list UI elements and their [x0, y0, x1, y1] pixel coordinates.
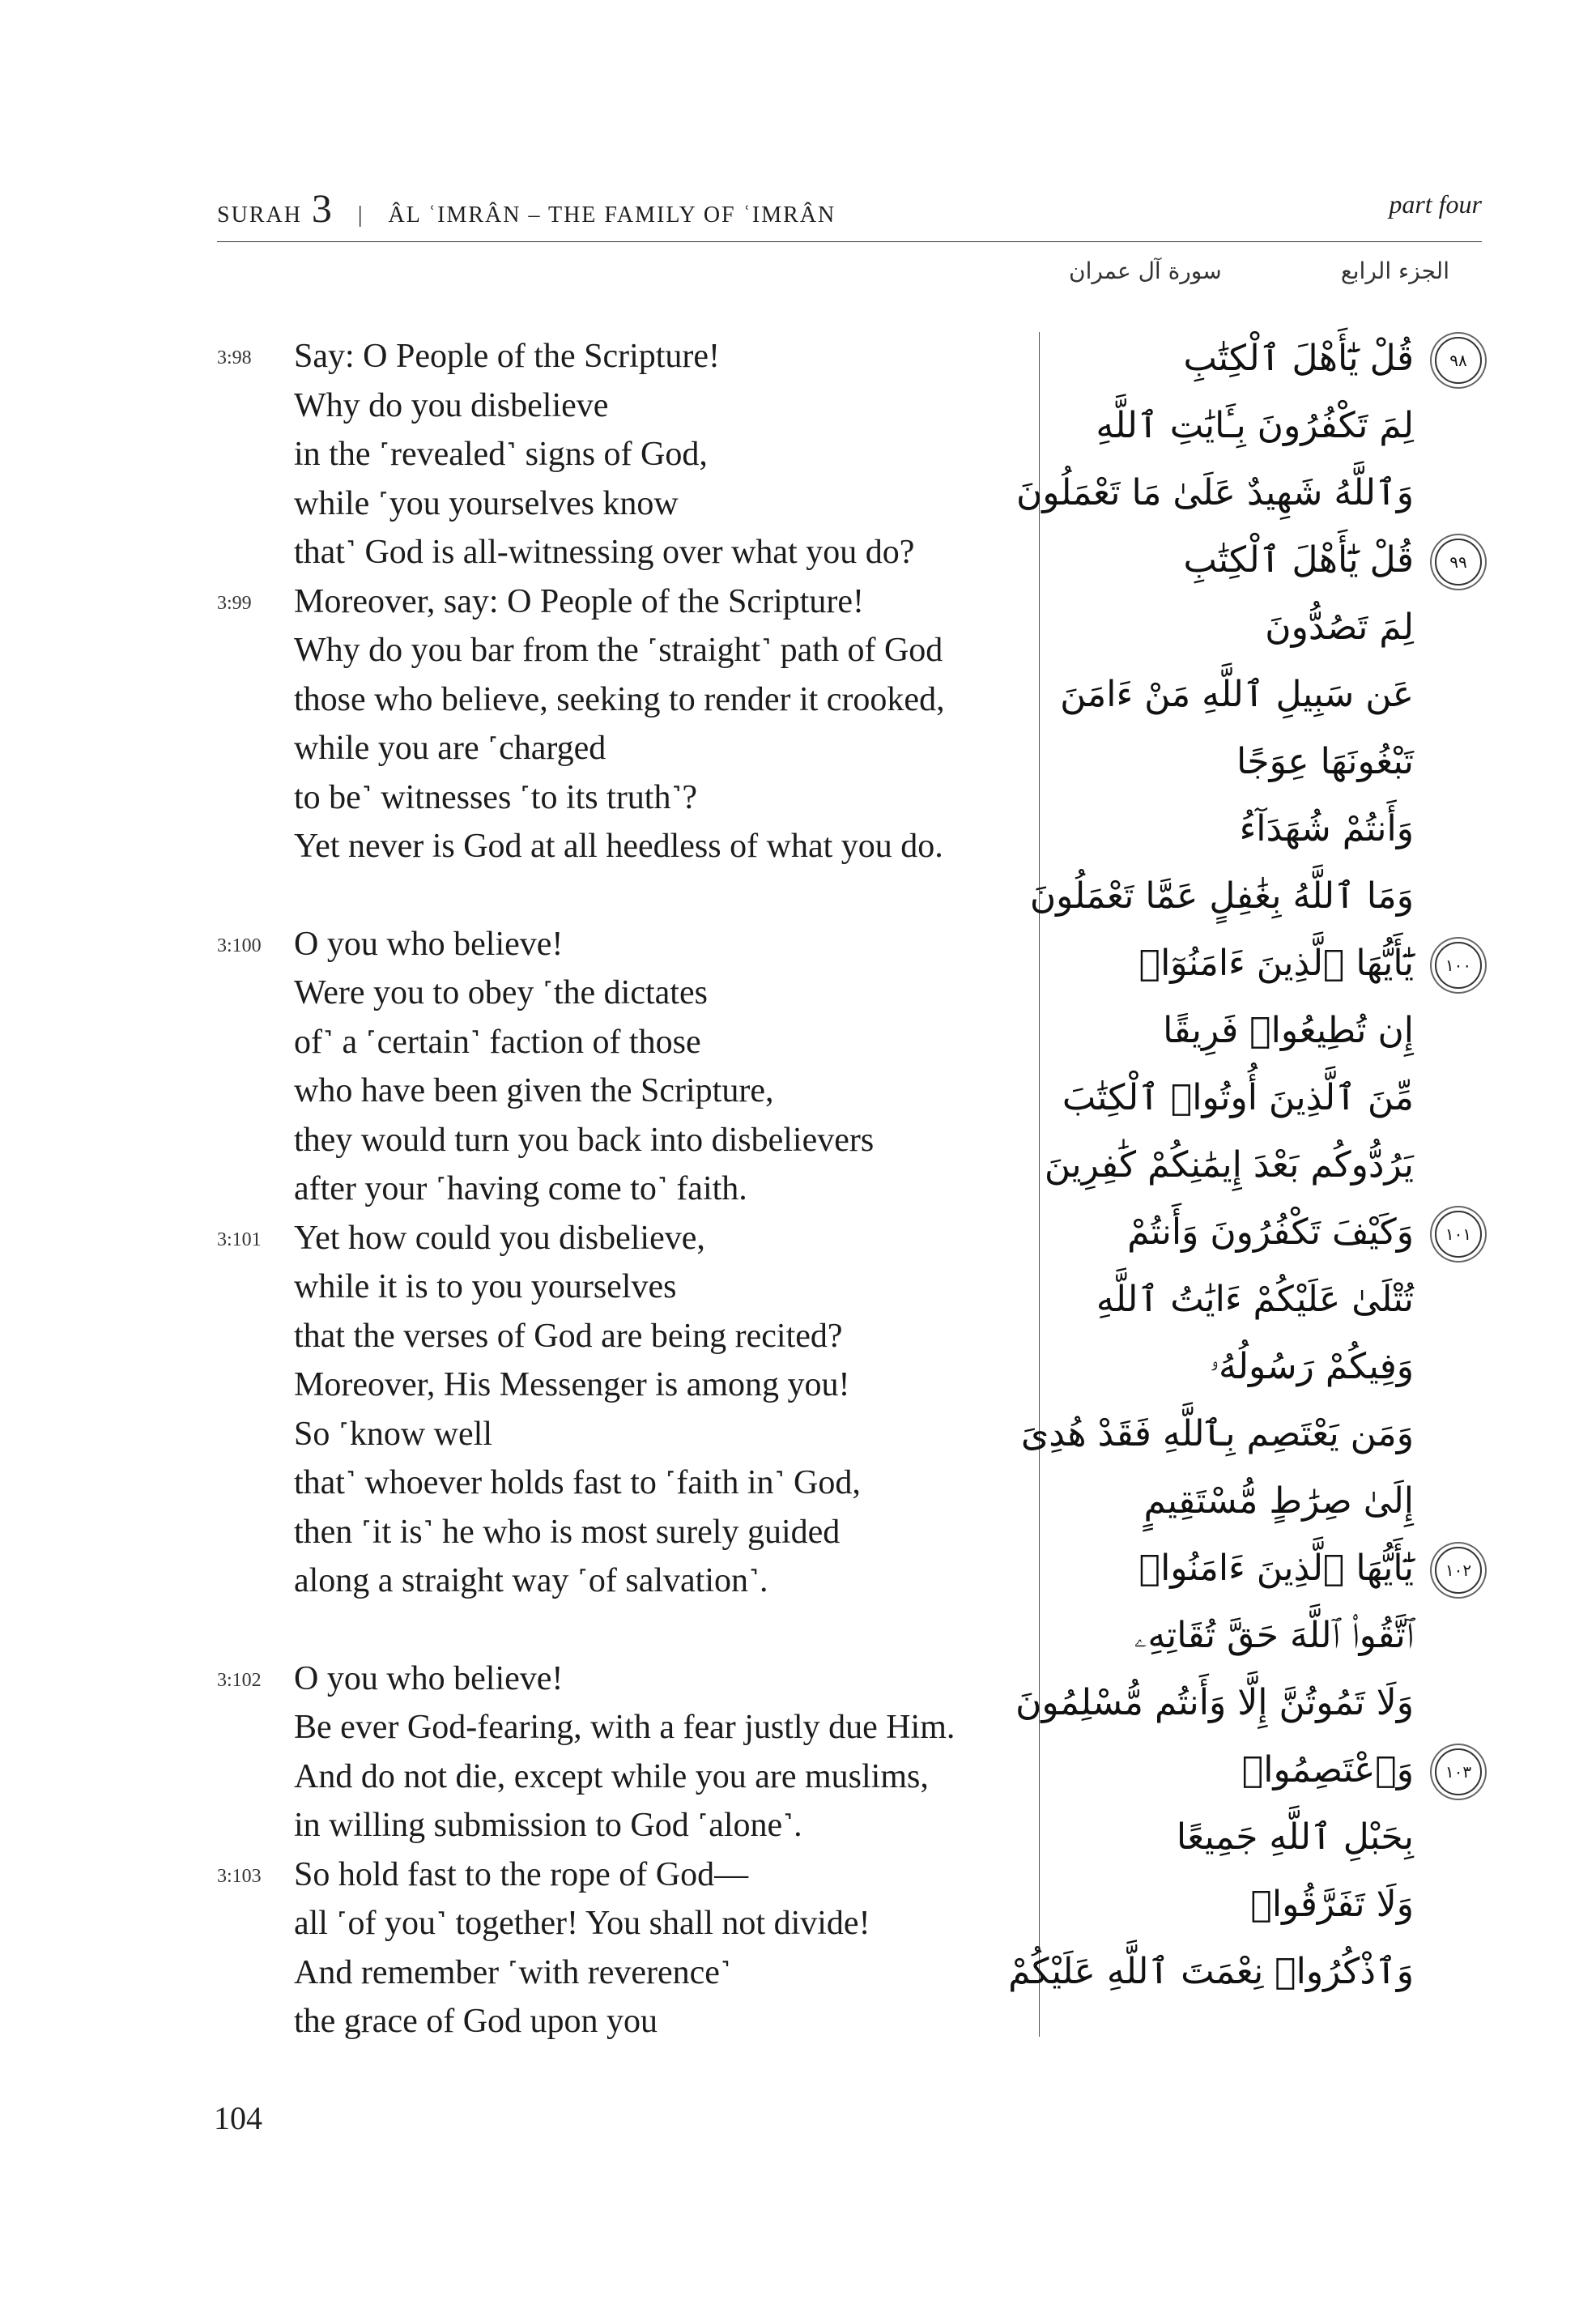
arabic-line	[1053, 330, 1482, 387]
surah-title: ÂL ʿIMRÂN – THE FAMILY OF ʿIMRÂN	[388, 202, 836, 228]
translation-line	[217, 1801, 1035, 1850]
arabic-line	[1053, 1876, 1482, 1933]
arabic-verse-text: إِلَىٰ صِرَٰطٍ مُّسْتَقِيمٍ	[1143, 1480, 1414, 1522]
english-translation-column	[217, 322, 1035, 2063]
translation-line	[217, 1067, 1035, 1115]
arabic-verse-text: وَمَن يَعْتَصِم بِٱللَّهِ فَقَدْ هُدِىَ	[1020, 1413, 1414, 1454]
translation-text: then ˹it is˺ he who is most surely guided	[294, 1513, 841, 1551]
translation-line	[217, 577, 1035, 626]
translation-line	[217, 1312, 1035, 1361]
translation-line	[217, 675, 1035, 724]
translation-text: in the ˹revealed˺ signs of God,	[294, 436, 708, 473]
arabic-verse-text: يَٰٓأَيُّهَا ٱلَّذِينَ ءَامَنُوا۟	[1138, 1548, 1414, 1589]
translation-line	[217, 1752, 1035, 1801]
translation-text: those who believe, seeking to render it crooked,	[294, 680, 945, 718]
header-separator: |	[357, 202, 364, 228]
arabic-verse-text: وَلَا تَمُوتُنَّ إِلَّا وَأَنتُم مُّسْلِمُونَ	[1015, 1682, 1414, 1723]
verse-number: 3:100	[217, 935, 262, 956]
arabic-verse-text: عَن سَبِيلِ ٱللَّهِ مَنْ ءَامَنَ	[1060, 674, 1414, 715]
translation-text: Yet never is God at all heedless of what you do.	[294, 828, 943, 865]
arabic-line	[1053, 1271, 1482, 1328]
arabic-line	[1008, 1944, 1482, 2000]
arabic-verse-text: وَلَا تَفَرَّقُوا۟	[1250, 1884, 1414, 1925]
translation-line	[217, 920, 1035, 969]
translation-text: Moreover, His Messenger is among you!	[294, 1366, 850, 1403]
translation-text: And remember ˹with reverence˺	[294, 1953, 731, 1991]
arabic-part-label: الجزء الرابع	[1340, 258, 1449, 284]
translation-text: that˺ whoever holds fast to ˹faith in˺ God,	[294, 1464, 861, 1501]
arabic-line	[1015, 1675, 1482, 1731]
arabic-verse-text: لِمَ تَكْفُرُونَ بِـَٔايَٰتِ ٱللَّهِ	[1096, 405, 1414, 446]
translation-text: the grace of God upon you	[294, 2003, 658, 2040]
translation-text: So ˹know well	[294, 1415, 492, 1453]
translation-line	[217, 1361, 1035, 1409]
arabic-line	[1053, 1003, 1482, 1059]
translation-line	[217, 1018, 1035, 1067]
arabic-line	[1053, 1339, 1482, 1395]
arabic-line	[1015, 465, 1482, 522]
arabic-line	[1053, 1809, 1482, 1866]
arabic-verse-text: وَٱللَّهُ شَهِيدٌ عَلَىٰ مَا تَعْمَلُونَ	[1015, 472, 1414, 513]
verse-number: 3:101	[217, 1229, 262, 1250]
translation-text: while you are ˹charged	[294, 730, 606, 767]
translation-line	[217, 1116, 1035, 1165]
arabic-verse-text: تُتْلَىٰ عَلَيْكُمْ ءَايَٰتُ ٱللَّهِ	[1096, 1279, 1414, 1320]
translation-line	[217, 773, 1035, 822]
translation-line	[217, 1263, 1035, 1311]
translation-line	[217, 1850, 1035, 1899]
arabic-running-header	[1069, 258, 1449, 306]
arabic-line	[1053, 734, 1482, 790]
translation-text: after your ˹having come to˺ faith.	[294, 1170, 747, 1207]
translation-text: Moreover, say: O People of the Scripture!	[294, 582, 864, 620]
arabic-verse-text: تَبْغُونَهَا عِوَجًا	[1236, 741, 1414, 782]
translation-line	[217, 969, 1035, 1017]
translation-text: along a straight way ˹of salvation˺.	[294, 1562, 768, 1599]
arabic-verse-text: مِّنَ ٱلَّذِينَ أُوتُوا۟ ٱلْكِتَٰبَ	[1062, 1077, 1414, 1118]
page-number: 104	[214, 2100, 262, 2136]
verse-marker: ١٠١	[1435, 1211, 1482, 1258]
arabic-line	[1053, 1204, 1482, 1261]
arabic-verse-text: بِحَبْلِ ٱللَّهِ جَمِيعًا	[1176, 1816, 1414, 1858]
translation-text: in willing submission to God ˹alone˺.	[294, 1807, 802, 1844]
arabic-verse-text: وَٱعْتَصِمُوا۟	[1241, 1749, 1414, 1791]
verse-marker: ٩٩	[1435, 539, 1482, 586]
arabic-verse-text: يَرُدُّوكُم بَعْدَ إِيمَٰنِكُمْ كَٰفِرِينَ	[1044, 1144, 1414, 1186]
translation-text: So hold fast to the rope of God—	[294, 1855, 749, 1893]
translation-text: Say: O People of the Scripture!	[294, 338, 721, 375]
arabic-line	[1044, 1137, 1482, 1194]
arabic-verse-text: إِن تُطِيعُوا۟ فَرِيقًا	[1163, 1010, 1414, 1051]
header-rule	[217, 241, 1482, 242]
arabic-line	[1053, 1540, 1482, 1597]
translation-text: O you who believe!	[294, 925, 564, 963]
arabic-text-column	[1008, 322, 1482, 2063]
running-header	[217, 185, 1482, 230]
translation-text: they would turn you back into disbelievers	[294, 1121, 875, 1159]
translation-text: all ˹of you˺ together! You shall not divide!	[294, 1905, 870, 1942]
translation-line	[217, 1458, 1035, 1507]
translation-line	[217, 724, 1035, 773]
surah-number: 3	[311, 185, 332, 231]
arabic-verse-text: وَأَنتُمْ شُهَدَآءُ	[1239, 808, 1414, 850]
arabic-line	[1053, 398, 1482, 454]
arabic-line	[1053, 935, 1482, 992]
part-label: part four	[1389, 189, 1482, 219]
translation-line	[217, 626, 1035, 675]
translation-text: Why do you bar from the ˹straight˺ path of God	[294, 632, 943, 669]
arabic-line	[1053, 532, 1482, 589]
arabic-verse-text: وَكَيْفَ تَكْفُرُونَ وَأَنتُمْ	[1127, 1211, 1414, 1253]
translation-text: O you who believe!	[294, 1659, 564, 1697]
translation-text: Be ever God-fearing, with a fear justly due Him.	[294, 1709, 955, 1746]
arabic-verse-text: لِمَ تَصُدُّونَ	[1265, 607, 1414, 648]
arabic-line	[1053, 1070, 1482, 1126]
arabic-line	[1020, 1406, 1482, 1463]
translation-line	[217, 1654, 1035, 1703]
column-divider	[1039, 332, 1040, 2037]
verse-marker: ٩٨	[1435, 337, 1482, 384]
translation-line	[217, 528, 1035, 577]
translation-text: who have been given the Scripture,	[294, 1072, 774, 1109]
translation-text: Were you to obey ˹the dictates	[294, 974, 708, 1011]
arabic-line	[1053, 1473, 1482, 1530]
translation-line	[217, 1214, 1035, 1263]
translation-text: that the verses of God are being recited?	[294, 1317, 843, 1355]
arabic-verse-text: قُلْ يَٰٓأَهْلَ ٱلْكِتَٰبِ	[1183, 539, 1414, 581]
verse-number: 3:102	[217, 1669, 262, 1691]
verse-number: 3:99	[217, 592, 252, 614]
arabic-line	[1053, 801, 1482, 858]
translation-line	[217, 430, 1035, 479]
translation-text: Yet how could you disbelieve,	[294, 1219, 705, 1257]
verse-number: 3:103	[217, 1865, 262, 1887]
translation-line	[217, 1410, 1035, 1458]
verse-marker: ١٠٣	[1435, 1748, 1482, 1795]
arabic-verse-text: وَمَا ٱللَّهُ بِغَٰفِلٍ عَمَّا تَعْمَلُونَ	[1029, 875, 1414, 917]
translation-text: And do not die, except while you are muslims,	[294, 1757, 929, 1795]
verse-marker: ١٠٢	[1435, 1547, 1482, 1594]
translation-line	[217, 1997, 1035, 2046]
translation-text: while it is to you yourselves	[294, 1268, 677, 1305]
translation-line	[217, 332, 1035, 381]
arabic-verse-text: يَٰٓأَيُّهَا ٱلَّذِينَ ءَامَنُوٓا۟	[1138, 943, 1414, 984]
translation-line	[217, 822, 1035, 871]
arabic-line	[1053, 599, 1482, 656]
translation-line	[217, 381, 1035, 430]
arabic-verse-text: وَٱذْكُرُوا۟ نِعْمَتَ ٱللَّهِ عَلَيْكُمْ	[1008, 1951, 1414, 1992]
translation-text: Why do you disbelieve	[294, 386, 609, 424]
verse-number: 3:98	[217, 347, 252, 368]
surah-heading	[217, 185, 836, 232]
translation-line	[217, 1948, 1035, 1997]
arabic-verse-text: قُلْ يَٰٓأَهْلَ ٱلْكِتَٰبِ	[1183, 338, 1414, 379]
translation-line	[217, 1556, 1035, 1605]
arabic-line	[1053, 1742, 1482, 1799]
translation-text: of˺ a ˹certain˺ faction of those	[294, 1023, 701, 1061]
arabic-line	[1053, 1608, 1482, 1664]
surah-word: SURAH	[217, 202, 302, 228]
translation-line	[217, 1165, 1035, 1213]
arabic-verse-text: وَفِيكُمْ رَسُولُهُۥ	[1210, 1346, 1414, 1387]
translation-text: that˺ God is all-witnessing over what you do?	[294, 534, 915, 571]
translation-line	[217, 479, 1035, 528]
translation-line	[217, 1508, 1035, 1556]
arabic-surah-label: سورة آل عمران	[1069, 258, 1222, 284]
arabic-line	[1029, 868, 1482, 925]
translation-text: while ˹you yourselves know	[294, 484, 679, 522]
verse-marker: ١٠٠	[1435, 942, 1482, 989]
arabic-verse-text: ٱتَّقُوا۟ ٱللَّهَ حَقَّ تُقَاتِهِۦ	[1134, 1615, 1414, 1656]
arabic-line	[1053, 666, 1482, 723]
translation-line	[217, 1899, 1035, 1948]
translation-line	[217, 1703, 1035, 1752]
translation-text: to be˺ witnesses ˹to its truth˺?	[294, 778, 698, 816]
